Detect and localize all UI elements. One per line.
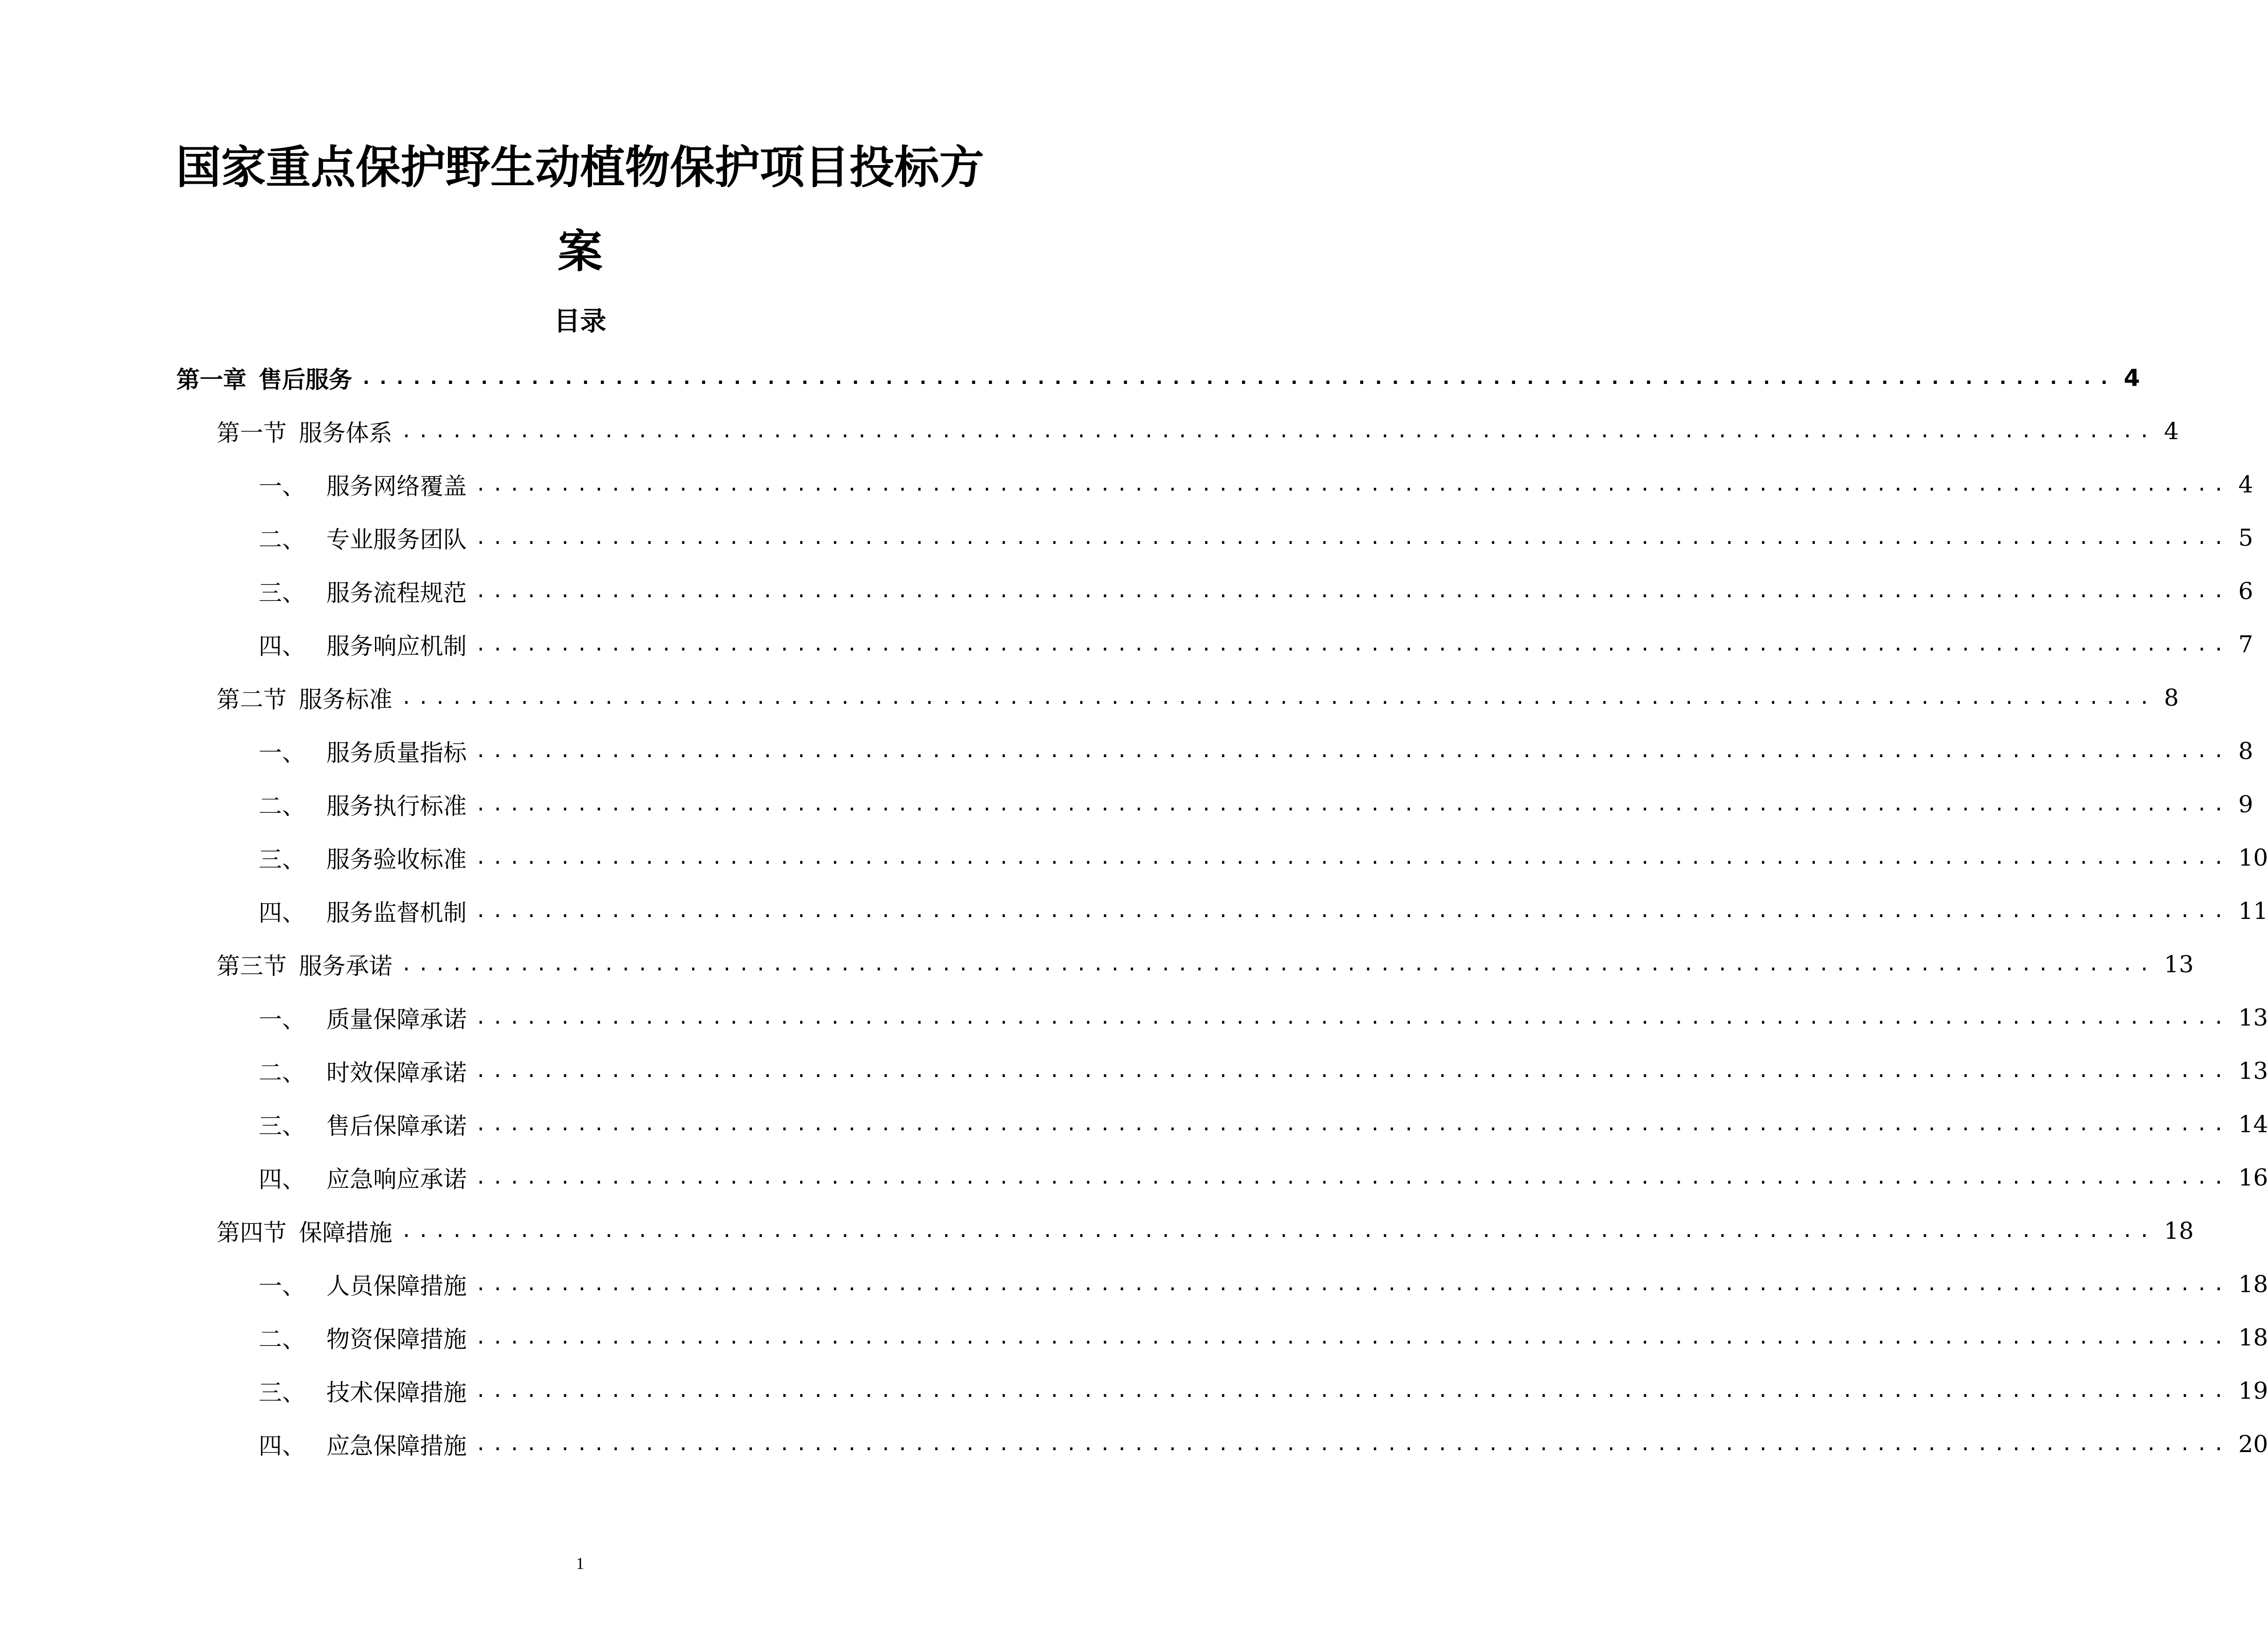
toc-entry-number: 三、 [259,1379,305,1406]
toc-entry-number: 四、 [259,1166,305,1193]
toc-entry-page: 7 [2238,631,2254,658]
page-number: 1 [576,1554,585,1573]
toc-entry-number: 一、 [259,739,305,766]
toc-entry-number: 第一节 [217,419,287,447]
toc-entry-title: 服务体系 [299,419,392,447]
toc-entry-title: 人员保障措施 [326,1272,467,1300]
toc-leader-dots: ........................................................................................................ [361,367,2116,389]
toc-entry-title: 物资保障措施 [326,1326,467,1353]
toc-entry-number: 一、 [259,1006,305,1033]
toc-leader-dots: ........................................................................................................ [475,1167,2230,1188]
toc-entry-label [259,521,467,555]
toc-entry-page: 18 [2238,1324,2268,1351]
toc-entry-label [259,841,467,875]
toc-entry-number: 第一章 [176,366,246,393]
toc-entry-label [259,1107,467,1141]
document-title-line-2: 案 [557,225,603,278]
toc-entry-label [259,734,467,768]
toc-entry-title: 服务网络覆盖 [326,473,467,500]
toc-entry-title: 保障措施 [299,1219,392,1246]
toc-entry-number: 四、 [259,899,305,926]
toc-entry-number: 二、 [259,1059,305,1086]
toc-entry-item[interactable] [259,519,2254,557]
toc-entry-item[interactable] [259,892,2268,930]
toc-leader-dots: ........................................................................................................ [401,687,2156,708]
toc-leader-dots: ........................................................................................................ [475,1273,2230,1295]
document-title-line-1: 国家重点保护野生动植物保护项目投标方 [176,141,984,194]
toc-entry-chapter-1[interactable] [176,359,2140,397]
toc-leader-dots: ........................................................................................................ [475,580,2230,602]
toc-heading: 目录 [554,306,607,337]
toc-leader-dots: ........................................................................................................ [401,420,2156,442]
toc-leader-dots: ........................................................................................................ [475,1433,2230,1455]
toc-entry-number: 第二节 [217,686,287,713]
toc-entry-number: 四、 [259,633,305,660]
toc-entry-title: 服务监督机制 [326,899,467,926]
toc-leader-dots: ........................................................................................................ [475,740,2230,762]
toc-entry-label [176,361,352,395]
toc-entry-label [259,788,467,821]
toc-entry-page: 5 [2238,524,2254,551]
toc-entry-page: 14 [2238,1111,2268,1138]
toc-entry-item[interactable] [259,626,2254,663]
toc-entry-item[interactable] [259,1319,2268,1356]
toc-entry-title: 服务质量指标 [326,739,467,766]
toc-leader-dots: ........................................................................................................ [401,954,2156,975]
toc-entry-title: 服务标准 [299,686,392,713]
toc-entry-title: 服务流程规范 [326,579,467,607]
toc-entry-page: 9 [2238,791,2254,818]
toc-entry-item[interactable] [259,839,2268,876]
toc-leader-dots: ........................................................................................................ [475,900,2230,922]
toc-entry-title: 应急保障措施 [326,1432,467,1460]
toc-entry-item[interactable] [259,786,2254,823]
toc-entry-number: 三、 [259,579,305,607]
toc-entry-item[interactable] [259,1425,2268,1463]
toc-entry-label [259,1427,467,1461]
toc-entry-label [217,947,392,981]
toc-entry-number: 四、 [259,1432,305,1460]
toc-entry-item[interactable] [259,1265,2268,1303]
toc-entry-item[interactable] [259,466,2254,503]
toc-entry-page: 13 [2164,951,2194,978]
toc-leader-dots: ........................................................................................................ [475,847,2230,868]
toc-leader-dots: ........................................................................................................ [475,474,2230,495]
toc-entry-label [259,894,467,928]
toc-entry-page: 4 [2164,418,2179,445]
toc-entry-page: 10 [2238,844,2268,871]
toc-entry-page: 13 [2238,1057,2268,1084]
toc-entry-section-4[interactable] [217,1212,2194,1250]
toc-entry-title: 售后保障承诺 [326,1113,467,1140]
toc-entry-page: 20 [2238,1431,2268,1458]
toc-entry-number: 三、 [259,846,305,873]
toc-entry-label [259,1267,467,1301]
toc-entry-item[interactable] [259,732,2254,770]
toc-entry-title: 服务执行标准 [326,793,467,820]
toc-entry-label [217,1214,392,1248]
toc-entry-title: 售后服务 [259,366,352,393]
toc-entry-section-3[interactable] [217,946,2194,983]
toc-leader-dots: ........................................................................................................ [475,1060,2230,1082]
toc-entry-section-1[interactable] [217,412,2179,450]
toc-entry-title: 技术保障措施 [326,1379,467,1406]
toc-leader-dots: ........................................................................................................ [475,1327,2230,1348]
toc-entry-page: 11 [2238,897,2268,925]
toc-entry-page: 16 [2238,1164,2268,1191]
toc-leader-dots: ........................................................................................................ [401,1220,2156,1242]
toc-entry-page: 18 [2164,1217,2194,1244]
toc-entry-item[interactable] [259,572,2254,610]
toc-entry-title: 质量保障承诺 [326,1006,467,1033]
toc-leader-dots: ........................................................................................................ [475,1007,2230,1028]
toc-entry-number: 二、 [259,526,305,553]
toc-entry-item[interactable] [259,1052,2268,1090]
toc-entry-item[interactable] [259,1372,2268,1410]
toc-entry-label [217,681,392,715]
toc-entry-number: 三、 [259,1113,305,1140]
toc-entry-label [259,1001,467,1034]
toc-entry-item[interactable] [259,1106,2268,1143]
toc-entry-title: 应急响应承诺 [326,1166,467,1193]
toc-entry-page: 13 [2238,1004,2268,1031]
toc-entry-page: 4 [2124,364,2140,391]
toc-entry-item[interactable] [259,1159,2268,1196]
toc-entry-item[interactable] [259,999,2268,1036]
toc-entry-label [259,1054,467,1088]
toc-entry-label [259,1321,467,1354]
toc-entry-number: 二、 [259,793,305,820]
toc-entry-number: 二、 [259,1326,305,1353]
toc-entry-label [259,468,467,501]
toc-leader-dots: ........................................................................................................ [475,1113,2230,1135]
toc-entry-title: 专业服务团队 [326,526,467,553]
toc-entry-page: 18 [2238,1271,2268,1298]
toc-entry-label [259,1374,467,1408]
toc-leader-dots: ........................................................................................................ [475,794,2230,815]
toc-entry-page: 4 [2238,471,2254,498]
toc-entry-page: 19 [2238,1377,2268,1404]
toc-entry-title: 服务承诺 [299,953,392,980]
toc-entry-label [259,574,467,608]
toc-entry-page: 8 [2238,737,2254,765]
toc-entry-title: 服务验收标准 [326,846,467,873]
toc-entry-title: 时效保障承诺 [326,1059,467,1086]
toc-entry-label [259,628,467,661]
toc-entry-label [217,414,392,448]
toc-leader-dots: ........................................................................................................ [475,634,2230,655]
toc-entry-number: 一、 [259,1272,305,1300]
toc-entry-number: 第四节 [217,1219,287,1246]
toc-entry-section-2[interactable] [217,679,2179,716]
toc-entry-title: 服务响应机制 [326,633,467,660]
toc-entry-page: 8 [2164,684,2179,711]
toc-entry-number: 一、 [259,473,305,500]
toc-leader-dots: ........................................................................................................ [475,527,2230,549]
toc-leader-dots: ........................................................................................................ [475,1380,2230,1402]
toc-entry-page: 6 [2238,578,2254,605]
toc-entry-number: 第三节 [217,953,287,980]
toc-entry-label [259,1161,467,1194]
